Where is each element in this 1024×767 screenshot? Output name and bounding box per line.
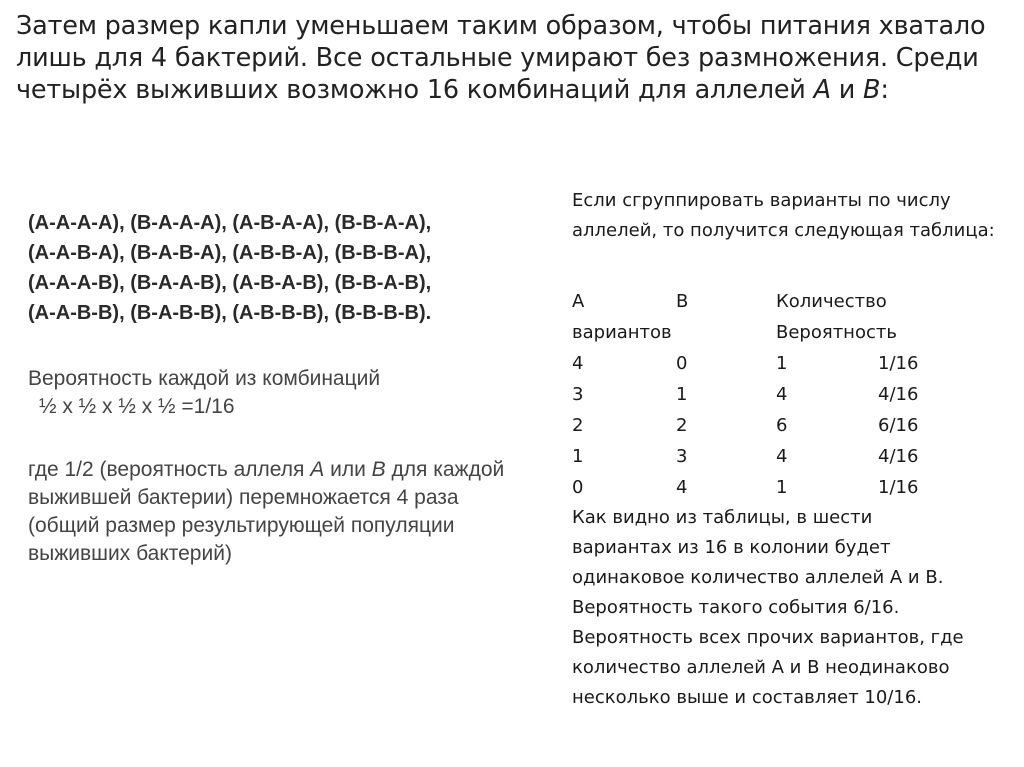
table-row <box>572 379 978 410</box>
table-header-cell: Количество <box>776 290 887 312</box>
combination-line: (А-А-А-А), (В-А-А-А), (А-В-А-А), (В-В-А-А), <box>28 212 432 234</box>
probability-formula: ½ х ½ х ½ х ½ =1/16 <box>39 395 235 418</box>
combination-line: (А-А-В-А), (В-А-В-А), (А-В-В-А), (В-В-В-А), <box>28 242 432 264</box>
table-header-cell: вариантов <box>572 321 672 343</box>
combination-line: (А-А-А-В), (В-А-А-В), (А-В-А-В), (В-В-А-В), <box>28 272 432 294</box>
probability-label: Вероятность каждой из комбинаций <box>28 367 381 390</box>
combination-line: (А-А-В-В), (В-А-В-В), (А-В-В-В), (В-В-В-В). <box>28 302 432 324</box>
table-header-cell: Вероятность <box>776 321 897 343</box>
explanation-text: для каждой выжившей бактерии) перемножается 4 раза (общий размер результирующей популяции выживших бактерий) <box>28 458 505 565</box>
explanation-block <box>28 456 528 568</box>
table-header-row <box>572 317 978 348</box>
allele-table <box>572 286 978 503</box>
table-cell: 0 <box>572 476 584 498</box>
slide-title <box>16 10 1006 106</box>
probability-block <box>28 365 528 421</box>
explanation-text: где 1/2 (вероятность аллеля <box>28 458 311 481</box>
spacer <box>572 246 1017 286</box>
right-column <box>572 186 1017 713</box>
table-row <box>572 441 978 472</box>
table-cell: 4 <box>676 476 688 498</box>
table-cell: 6 <box>776 414 788 436</box>
conclusion-line: количество аллелей А и В неодинаково <box>572 657 950 678</box>
allele-a-italic: А <box>310 458 325 481</box>
table-cell: 1 <box>776 352 788 374</box>
conclusion-line: вариантах из 16 в колонии будет <box>572 537 891 558</box>
grouping-intro: Если сгруппировать варианты по числу аллелей, то получится следующая таблица: <box>572 190 995 241</box>
table-cell: 4/16 <box>878 445 919 467</box>
table-cell: 1 <box>776 476 788 498</box>
conclusion-line: Вероятность всех прочих вариантов, где <box>572 627 964 648</box>
combinations-list <box>28 208 558 328</box>
table-row <box>572 410 978 441</box>
conclusion-text <box>572 503 1017 713</box>
allele-a-italic: А <box>813 75 831 105</box>
table-cell: 1 <box>676 383 688 405</box>
table-header-row <box>572 286 978 317</box>
title-colon: : <box>880 75 889 105</box>
table-cell: 1/16 <box>878 476 919 498</box>
table-row <box>572 348 978 379</box>
table-cell: 2 <box>676 414 688 436</box>
table-cell: 1/16 <box>878 352 919 374</box>
table-header-cell: А <box>572 290 585 312</box>
table-cell: 2 <box>572 414 584 436</box>
table-cell: 4/16 <box>878 383 919 405</box>
table-cell: 3 <box>676 445 688 467</box>
table-row <box>572 472 978 503</box>
allele-b-italic: В <box>371 458 386 481</box>
allele-b-italic: В <box>863 75 881 105</box>
conclusion-line: несколько выше и составляет 10/16. <box>572 687 922 708</box>
table-cell: 3 <box>572 383 584 405</box>
title-and: и <box>830 75 864 105</box>
title-text: Затем размер капли уменьшаем таким образом, чтобы питания хватало лишь для 4 бактерий. Все остальные умирают без размножения. Среди четырёх выживших возможно 16 комбинаций для аллелей <box>16 11 986 105</box>
table-cell: 1 <box>572 445 584 467</box>
table-cell: 4 <box>776 383 788 405</box>
table-cell: 6/16 <box>878 414 919 436</box>
explanation-text: или <box>324 458 372 481</box>
table-header-cell: В <box>676 290 689 312</box>
table-cell: 0 <box>676 352 688 374</box>
conclusion-line: Как видно из таблицы, в шести <box>572 507 873 528</box>
table-cell: 4 <box>776 445 788 467</box>
conclusion-line: Вероятность такого события 6/16. <box>572 597 900 618</box>
conclusion-line: одинаковое количество аллелей А и В. <box>572 567 944 588</box>
table-cell: 4 <box>572 352 584 374</box>
